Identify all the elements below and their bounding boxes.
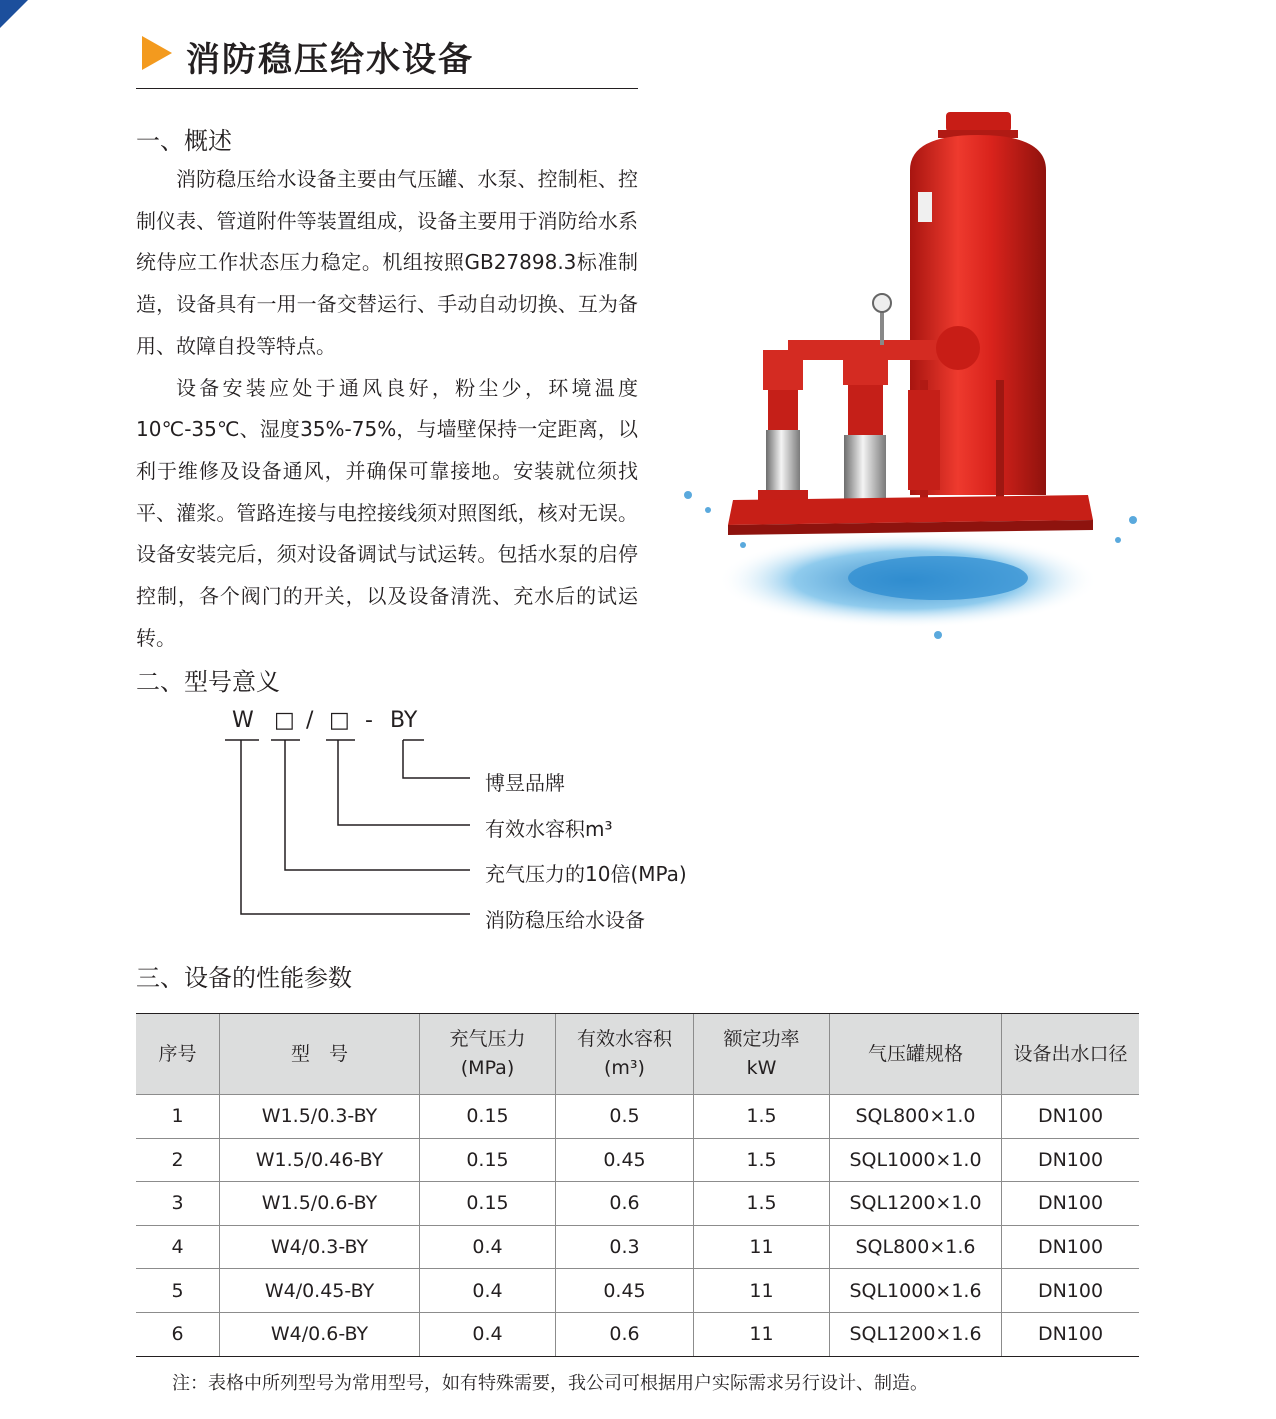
table-header-row — [136, 1014, 1139, 1095]
table-header-cell: 额定功率 kW — [694, 1014, 830, 1095]
model-code-brand: BY — [390, 708, 418, 733]
table-cell: DN100 — [1002, 1269, 1140, 1313]
table-cell: 0.15 — [420, 1138, 556, 1182]
table-cell: 1 — [136, 1095, 220, 1139]
table-note: 注：表格中所列型号为常用型号，如有特殊需要，我公司可根据用户实际需求另行设计、制造。 — [172, 1373, 928, 1394]
model-code-slash: / — [306, 708, 314, 733]
table-cell: 11 — [694, 1312, 830, 1356]
table-cell: SQL800×1.0 — [830, 1095, 1002, 1139]
page-title-bar — [136, 30, 638, 89]
model-legend-brand: 博昱品牌 — [485, 771, 565, 795]
model-diagram-lines — [220, 735, 520, 935]
table-cell: 0.15 — [420, 1182, 556, 1226]
table-cell: 11 — [694, 1269, 830, 1313]
table-cell: SQL1000×1.6 — [830, 1269, 1002, 1313]
table-cell: W1.5/0.6-BY — [220, 1182, 420, 1226]
table-cell: SQL1200×1.6 — [830, 1312, 1002, 1356]
table-cell: 5 — [136, 1269, 220, 1313]
model-code-box-pressure: □ — [274, 708, 295, 733]
table-cell: 4 — [136, 1225, 220, 1269]
table-header-cell: 有效水容积 (m³) — [556, 1014, 694, 1095]
table-cell: 2 — [136, 1138, 220, 1182]
table-cell: 0.6 — [556, 1312, 694, 1356]
table-cell: DN100 — [1002, 1182, 1140, 1226]
table-header-cell: 气压罐规格 — [830, 1014, 1002, 1095]
performance-table — [136, 1013, 1139, 1357]
table-cell: DN100 — [1002, 1138, 1140, 1182]
table-header-cell: 充气压力 (MPa) — [420, 1014, 556, 1095]
section-heading-overview: 一、概述 — [136, 127, 232, 155]
model-code-box-volume: □ — [329, 708, 350, 733]
table-header-cell: 型 号 — [220, 1014, 420, 1095]
table-cell: 6 — [136, 1312, 220, 1356]
table-row — [136, 1225, 1139, 1269]
table-cell: 0.45 — [556, 1269, 694, 1313]
table-cell: SQL1200×1.0 — [830, 1182, 1002, 1226]
table-cell: W4/0.6-BY — [220, 1312, 420, 1356]
table-cell: 0.6 — [556, 1182, 694, 1226]
table-row — [136, 1269, 1139, 1313]
table-cell: 1.5 — [694, 1138, 830, 1182]
table-cell: 0.15 — [420, 1095, 556, 1139]
table-cell: 0.4 — [420, 1225, 556, 1269]
overview-paragraph-1: 消防稳压给水设备主要由气压罐、水泵、控制柜、控制仪表、管道附件等装置组成，设备主要用于消防给水系统侍应工作状态压力稳定。机组按照GB27898.3标准制造，设备具有一用一备交替运行、手动自动切换、互为备用、故障自投等特点。 — [136, 167, 638, 358]
table-cell: 0.4 — [420, 1312, 556, 1356]
table-row — [136, 1095, 1139, 1139]
table-cell: DN100 — [1002, 1312, 1140, 1356]
title-arrow-icon — [142, 36, 172, 70]
overview-text — [136, 159, 638, 659]
table-cell: SQL1000×1.0 — [830, 1138, 1002, 1182]
model-code-dash: - — [365, 708, 373, 733]
corner-decoration — [0, 0, 28, 28]
table-header-cell: 序号 — [136, 1014, 220, 1095]
table-header-cell: 设备出水口径 — [1002, 1014, 1140, 1095]
model-legend-volume: 有效水容积m³ — [485, 817, 613, 841]
table-cell: 0.3 — [556, 1225, 694, 1269]
product-photo — [668, 100, 1148, 650]
table-cell: 1.5 — [694, 1095, 830, 1139]
table-cell: SQL800×1.6 — [830, 1225, 1002, 1269]
model-code-w: W — [232, 708, 254, 733]
section-heading-performance: 三、设备的性能参数 — [136, 964, 352, 992]
model-legend-pressure: 充气压力的10倍(MPa) — [485, 862, 687, 886]
table-cell: W1.5/0.3-BY — [220, 1095, 420, 1139]
table-cell: 0.4 — [420, 1269, 556, 1313]
page-title: 消防稳压给水设备 — [186, 40, 474, 80]
table-cell: 0.45 — [556, 1138, 694, 1182]
table-cell: W4/0.3-BY — [220, 1225, 420, 1269]
table-cell: 1.5 — [694, 1182, 830, 1226]
table-cell: 11 — [694, 1225, 830, 1269]
section-heading-model-meaning: 二、型号意义 — [136, 668, 280, 696]
table-cell: 3 — [136, 1182, 220, 1226]
table-cell: DN100 — [1002, 1225, 1140, 1269]
table-cell: DN100 — [1002, 1095, 1140, 1139]
table-cell: W1.5/0.46-BY — [220, 1138, 420, 1182]
table-row — [136, 1182, 1139, 1226]
overview-paragraph-2: 设备安装应处于通风良好，粉尘少，环境温度10℃-35℃、湿度35%-75%，与墙壁保持一定距离，以利于维修及设备通风，并确保可靠接地。安装就位须找平、灌浆。管路连接与电控接线须对照图纸，核对无误。设备安装完后，须对设备调试与试运转。包括水泵的启停控制，各个阀门的开关，以及设备清洗、充水后的试运转。 — [136, 375, 638, 650]
model-legend-equipment: 消防稳压给水设备 — [485, 908, 645, 932]
table-cell: 0.5 — [556, 1095, 694, 1139]
table-row — [136, 1312, 1139, 1356]
table-cell: W4/0.45-BY — [220, 1269, 420, 1313]
table-row — [136, 1138, 1139, 1182]
